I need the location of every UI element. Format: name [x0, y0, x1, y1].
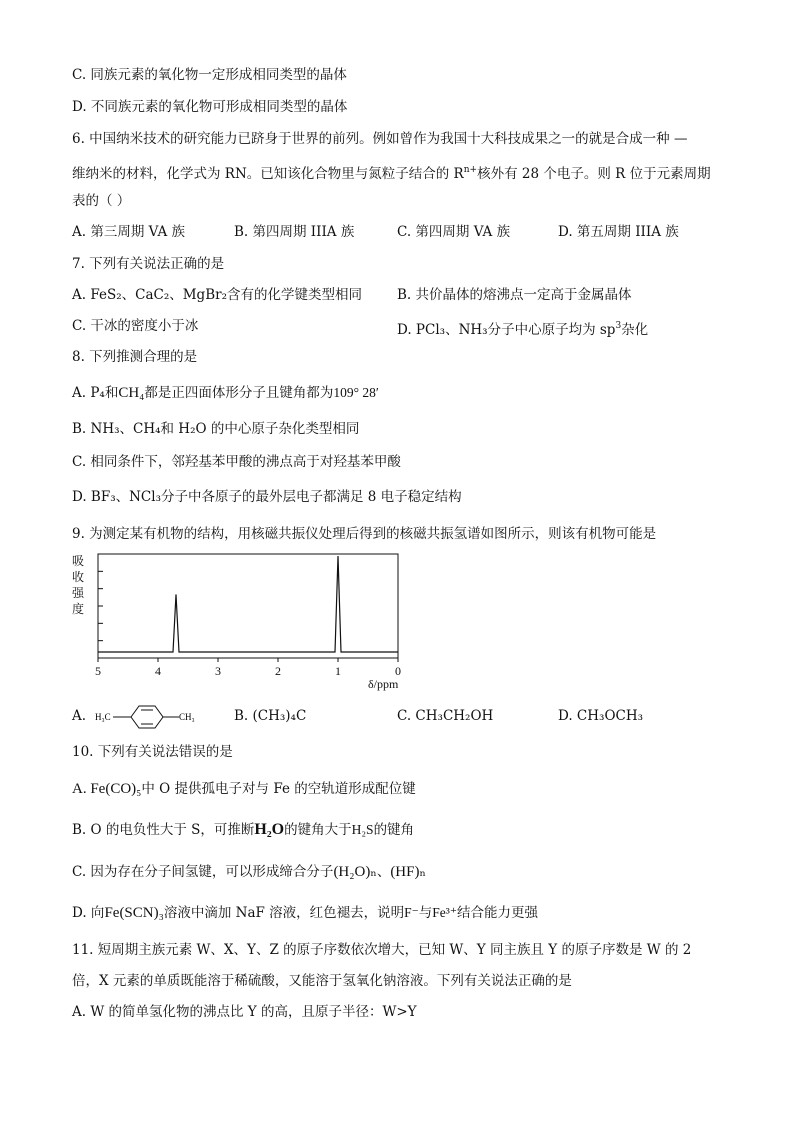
nmr-x-tick-label: 3: [215, 664, 221, 678]
q8-a-angle: 109° 28′: [333, 385, 379, 400]
q7-d-text: D. PCl₃、NH₃分子中心原子均为 sp: [397, 322, 616, 338]
q10-c-text: C. 因为存在分子间氢键，可以形成缔合分子: [72, 864, 334, 880]
q10-c-h2o: (H₂O)ₙ: [333, 864, 377, 880]
q7-stem: 7. 下列有关说法正确的是: [72, 256, 225, 272]
q11-stem-line1: 11. 短周期主族元素 W、X、Y、Z 的原子序数依次增大，已知 W、Y 同主族且 Y 的原子序数是 W 的 2: [72, 942, 692, 958]
q10-option-a: [72, 780, 416, 798]
nmr-x-tick-label: 4: [155, 664, 161, 678]
q10-d-text3: 与: [418, 905, 433, 921]
q9-toluene-structure: [95, 703, 207, 731]
q8-a-text2: 都是正四面体形分子且键角都为: [144, 385, 334, 401]
q10-b-h2o: H₂O: [254, 821, 285, 838]
q10-a-formula: A. Fe(CO)₅: [72, 781, 142, 797]
q10-d-text4: 结合能力更强: [456, 905, 538, 921]
nmr-ylabel-char-2: 收: [72, 570, 85, 584]
q6-ion-charge: n+: [463, 165, 478, 175]
nmr-spectrum-line: [98, 556, 398, 652]
nmr-x-tick-label: 2: [275, 664, 281, 678]
q6-option-b: B. 第四周期 IIIA 族: [234, 224, 355, 240]
q10-d-fescn: Fe(SCN)₃: [104, 905, 164, 921]
q11-stem-line2: 倍，X 元素的单质既能溶于稀硫酸，又能溶于氢氧化钠溶液。下列有关说法正确的是: [72, 973, 572, 989]
nmr-ylabel-char-3: 强: [72, 586, 85, 600]
toluene-methyl-right: CH₃: [179, 712, 195, 722]
q6-stem-line3: 表的（ ）: [72, 193, 131, 209]
q10-d-text2: 溶液中滴加 NaF 溶液，红色褪去，说明: [163, 905, 405, 921]
q8-stem: 8. 下列推测合理的是: [72, 349, 198, 365]
nmr-ylabel-char-4: 度: [72, 602, 85, 616]
q10-stem: 10. 下列有关说法错误的是: [72, 744, 233, 760]
nmr-xlabel: δ/ppm: [368, 677, 399, 691]
q6-line2-text: 维纳米的材料，化学式为 RN。已知该化合物里与氮粒子结合的 R: [72, 166, 464, 182]
q10-option-b: [72, 821, 414, 839]
q10-c-hf: (HF)ₙ: [390, 864, 426, 880]
toluene-methyl-left: H₃C: [95, 712, 111, 722]
q6-option-d: D. 第五周期 IIIA 族: [558, 224, 679, 240]
nmr-x-tick-label: 1: [335, 664, 341, 678]
q7-option-b: B. 共价晶体的熔沸点一定高于金属晶体: [397, 287, 632, 303]
q11-option-a: A. W 的简单氢化物的沸点比 Y 的高，且原子半径：W>Y: [72, 1004, 417, 1020]
q8-a-ch4: CH₄: [118, 385, 145, 401]
q10-b-text: B. O 的电负性大于 S，可推断: [72, 822, 255, 838]
q9-option-c: C. CH₃CH₂OH: [397, 708, 494, 724]
q7-option-d: [397, 317, 648, 339]
q6-option-a: A. 第三周期 VA 族: [72, 224, 185, 240]
q5-option-c: C. 同族元素的氧化物一定形成相同类型的晶体: [72, 67, 347, 83]
q5-option-d: D. 不同族元素的氧化物可形成相同类型的晶体: [72, 99, 348, 115]
q10-b-h2s: H₂S: [351, 822, 374, 837]
q10-b-text2: 的键角大于: [284, 822, 352, 838]
q10-option-c: [72, 863, 426, 881]
q10-d-fluoride: F⁻: [404, 905, 419, 920]
nmr-x-tick-label: 5: [95, 664, 101, 678]
q10-option-d: [72, 904, 538, 922]
q7-option-c: C. 干冰的密度小于冰: [72, 318, 199, 334]
toluene-benzene-ring: [131, 706, 163, 728]
nmr-ylabel-char-1: 吸: [72, 554, 85, 568]
q9-option-d: D. CH₃OCH₃: [558, 708, 644, 724]
q10-b-text3: 的键角: [373, 822, 415, 838]
nmr-plot-border: [98, 554, 398, 658]
q8-d-text: 分子中各原子的最外层电子都满足 8 电子稳定结构: [161, 489, 462, 505]
q6-option-c: C. 第四周期 VA 族: [397, 224, 511, 240]
nmr-plot-frame: [98, 554, 398, 658]
q10-d-iron-ion: Fe³⁺: [432, 905, 457, 920]
q8-option-b: B. NH₃、CH₄和 H₂O 的中心原子杂化类型相同: [72, 421, 360, 437]
q6-stem-line1: 6. 中国纳米技术的研究能力已跻身于世界的前列。例如曾作为我国十大科技成果之一的就是合成一种 —: [72, 131, 688, 147]
nmr-spectrum-chart: [72, 550, 412, 692]
q8-option-c: C. 相同条件下，邻羟基苯甲酸的沸点高于对羟基苯甲酸: [72, 454, 401, 470]
q6-line2-rest: 核外有 28 个电子。则 R 位于元素周期: [477, 166, 711, 182]
nmr-peaks: [98, 556, 398, 652]
q10-a-text: 中 O 提供孤电子对与 Fe 的空轨道形成配位键: [141, 781, 416, 797]
q8-option-a: [72, 384, 379, 402]
q7-option-a: A. FeS₂、CaC₂、MgBr₂含有的化学键类型相同: [72, 287, 362, 303]
nmr-x-tick-label: 0: [395, 664, 401, 678]
q8-d-formula: D. BF₃、NCl₃: [72, 489, 161, 505]
nmr-x-ticks: [95, 658, 401, 678]
q7-d-rest: 杂化: [621, 322, 649, 338]
q9-option-b: B. (CH₃)₄C: [234, 708, 307, 724]
q10-d-text: D. 向: [72, 905, 105, 921]
q6-stem-line2: [72, 161, 711, 183]
q7-d-superscript: 3: [615, 321, 622, 331]
q8-option-d: [72, 488, 462, 506]
q9-option-a: A.: [72, 708, 87, 724]
q10-c-sep: 、: [376, 864, 391, 880]
q9-stem: 9. 为测定某有机物的结构，用核磁共振仪处理后得到的核磁共振氢谱如图所示，则该有机物可能是: [72, 526, 657, 542]
q8-a-text: A. P₄和: [72, 385, 119, 401]
